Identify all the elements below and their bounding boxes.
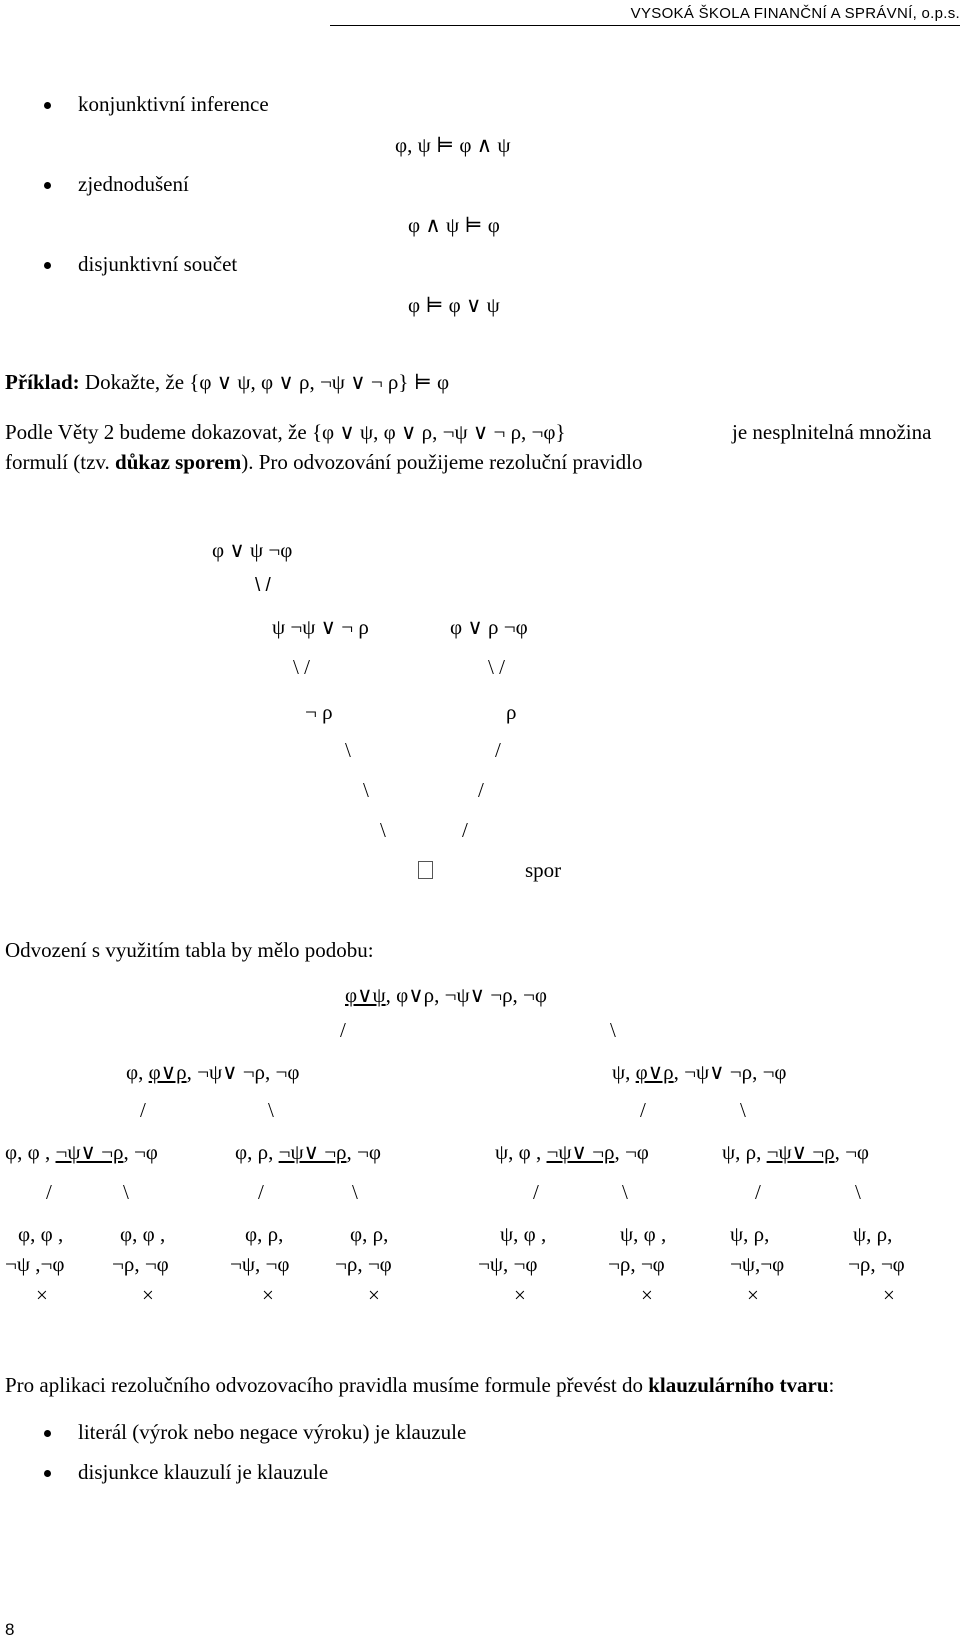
res-slash: \ xyxy=(345,738,351,762)
tableau-mid-1 xyxy=(5,1140,158,1165)
leaf-bottom: ¬ρ, ¬φ xyxy=(848,1252,905,1276)
rule-name-2: zjednodušení xyxy=(78,172,189,196)
leaf-top: ψ, φ , xyxy=(500,1222,547,1246)
res-slash: \ xyxy=(363,778,369,802)
closed-branch-cross: × xyxy=(142,1283,154,1307)
tab-slash: / xyxy=(640,1098,646,1122)
res-slash: / xyxy=(495,738,501,762)
leaf-top: φ, φ , xyxy=(120,1222,166,1246)
res-row-3b: φ ∨ ρ ¬φ xyxy=(450,615,528,639)
example-line xyxy=(5,370,449,395)
bullet xyxy=(44,1470,51,1477)
node-text: , ¬ψ∨ ¬ρ, ¬φ xyxy=(673,1060,787,1084)
root-underlined: φ∨ψ xyxy=(345,983,386,1007)
header-title: VYSOKÁ ŠKOLA FINANČNÍ A SPRÁVNÍ, o.p.s. xyxy=(630,5,960,22)
tableau-node-left xyxy=(126,1060,300,1085)
p1-bold: důkaz sporem xyxy=(115,450,242,474)
node-text: , ¬φ xyxy=(614,1140,649,1164)
example-label: Příklad: xyxy=(5,370,80,394)
leaf-top: φ, φ , xyxy=(18,1222,64,1246)
tableau-mid-2 xyxy=(235,1140,381,1165)
leaf-bottom: ¬ρ, ¬φ xyxy=(608,1252,665,1276)
node-text: ψ, φ , xyxy=(495,1140,547,1164)
leaf-bottom: ¬ρ, ¬φ xyxy=(335,1252,392,1276)
paragraph-1-line-1: Podle Věty 2 budeme dokazovat, že {φ ∨ ψ, φ ∨ ρ, ¬ψ ∨ ¬ ρ, ¬φ} xyxy=(5,420,566,444)
root-rest: , φ∨ρ, ¬ψ∨ ¬ρ, ¬φ xyxy=(385,983,548,1007)
node-underlined: ¬ψ∨ ¬ρ xyxy=(55,1140,124,1164)
closed-branch-cross: × xyxy=(368,1283,380,1307)
tableau-node-right xyxy=(612,1060,787,1085)
tableau-intro: Odvození s využitím tabla by mělo podobu: xyxy=(5,938,374,962)
closed-branch-cross: × xyxy=(641,1283,653,1307)
res-row-1: φ ∨ ψ ¬φ xyxy=(212,538,293,562)
p1-text-a: formulí (tzv. xyxy=(5,450,116,474)
node-text: , ¬ψ∨ ¬ρ, ¬φ xyxy=(186,1060,300,1084)
tableau-root xyxy=(345,983,547,1008)
rule-formula-2: φ ∧ ψ ⊨ φ xyxy=(408,213,500,237)
res-row-5b: ρ xyxy=(506,700,517,724)
rule-name-1: konjunktivní inference xyxy=(78,92,269,116)
header-rule xyxy=(330,25,960,26)
empty-clause-box xyxy=(418,858,433,883)
leaf-bottom: ¬ψ, ¬φ xyxy=(230,1252,290,1276)
closed-branch-cross: × xyxy=(883,1283,895,1307)
leaf-bottom: ¬ψ, ¬φ xyxy=(478,1252,538,1276)
bullet xyxy=(44,1430,51,1437)
node-text: φ, φ , xyxy=(5,1140,56,1164)
tab-slash: \ xyxy=(123,1180,129,1204)
res-row-2: \ / xyxy=(255,575,271,596)
node-text: , ¬φ xyxy=(123,1140,158,1164)
res-slash: / xyxy=(462,818,468,842)
tab-slash: / xyxy=(46,1180,52,1204)
node-underlined: φ∨ρ xyxy=(635,1060,674,1084)
tab-slash: \ xyxy=(622,1180,628,1204)
tableau-mid-4 xyxy=(722,1140,869,1165)
closed-branch-cross: × xyxy=(747,1283,759,1307)
res-slash: \ xyxy=(380,818,386,842)
tab-slash: / xyxy=(755,1180,761,1204)
p2-text: : xyxy=(828,1373,835,1397)
res-row-4b: \ / xyxy=(488,655,505,679)
node-underlined: φ∨ρ xyxy=(148,1060,187,1084)
page-number: 8 xyxy=(5,1620,15,1639)
tab-slash: / xyxy=(340,1018,346,1042)
node-text: , ¬φ xyxy=(834,1140,870,1164)
p2-text: Pro aplikaci rezolučního odvozovacího pravidla musíme formule převést do xyxy=(5,1373,649,1397)
page-header xyxy=(330,0,960,26)
bullet xyxy=(44,262,51,269)
rule-formula-1: φ, ψ ⊨ φ ∧ ψ xyxy=(395,133,511,157)
list-item: literál (výrok nebo negace výroku) je klauzule xyxy=(78,1420,467,1444)
res-row-3a: ψ ¬ψ ∨ ¬ ρ xyxy=(272,615,369,639)
node-underlined: ¬ψ∨ ¬ρ xyxy=(546,1140,615,1164)
node-text: ψ, xyxy=(612,1060,636,1084)
paragraph-1-line-1-end: je nesplnitelná množina xyxy=(732,420,932,444)
leaf-top: ψ, ρ, xyxy=(730,1222,770,1246)
node-text: , ¬φ xyxy=(346,1140,382,1164)
tab-slash: / xyxy=(533,1180,539,1204)
tab-slash: \ xyxy=(268,1098,274,1122)
leaf-bottom: ¬ψ,¬φ xyxy=(730,1252,785,1276)
leaf-bottom: ¬ρ, ¬φ xyxy=(112,1252,169,1276)
list-item: disjunkce klauzulí je klauzule xyxy=(78,1460,329,1484)
node-underlined: ¬ψ∨ ¬ρ xyxy=(278,1140,347,1164)
leaf-top: ψ, ρ, xyxy=(853,1222,893,1246)
tableau-mid-3 xyxy=(495,1140,649,1165)
paragraph-1-line-2 xyxy=(5,450,642,475)
tab-slash: / xyxy=(258,1180,264,1204)
p2-bold: klauzulárního tvaru xyxy=(648,1373,829,1397)
paragraph-2 xyxy=(5,1373,834,1398)
res-row-4a: \ / xyxy=(293,655,310,679)
leaf-top: φ, ρ, xyxy=(245,1222,284,1246)
rule-name-3: disjunktivní součet xyxy=(78,252,238,276)
closed-branch-cross: × xyxy=(514,1283,526,1307)
bullet xyxy=(44,182,51,189)
leaf-bottom: ¬ψ ,¬φ xyxy=(5,1252,65,1276)
example-text: Dokažte, že {φ ∨ ψ, φ ∨ ρ, ¬ψ ∨ ¬ ρ} ⊨ φ xyxy=(79,370,450,394)
bullet xyxy=(44,102,51,109)
res-slash: / xyxy=(478,778,484,802)
tab-slash: \ xyxy=(740,1098,746,1122)
node-underlined: ¬ψ∨ ¬ρ xyxy=(766,1140,835,1164)
closed-branch-cross: × xyxy=(262,1283,274,1307)
tab-slash: / xyxy=(140,1098,146,1122)
tab-slash: \ xyxy=(352,1180,358,1204)
res-row-5a: ¬ ρ xyxy=(305,700,333,724)
node-text: φ, xyxy=(126,1060,149,1084)
rule-formula-3: φ ⊨ φ ∨ ψ xyxy=(408,293,500,317)
leaf-top: ψ, φ , xyxy=(620,1222,667,1246)
closed-branch-cross: × xyxy=(36,1283,48,1307)
tab-slash: \ xyxy=(855,1180,861,1204)
p1-text-b: ). Pro odvozování použijeme rezoluční pravidlo xyxy=(241,450,643,474)
node-text: φ, ρ, xyxy=(235,1140,279,1164)
spor-label: spor xyxy=(525,858,562,882)
tab-slash: \ xyxy=(610,1018,616,1042)
leaf-top: φ, ρ, xyxy=(350,1222,389,1246)
node-text: ψ, ρ, xyxy=(722,1140,767,1164)
